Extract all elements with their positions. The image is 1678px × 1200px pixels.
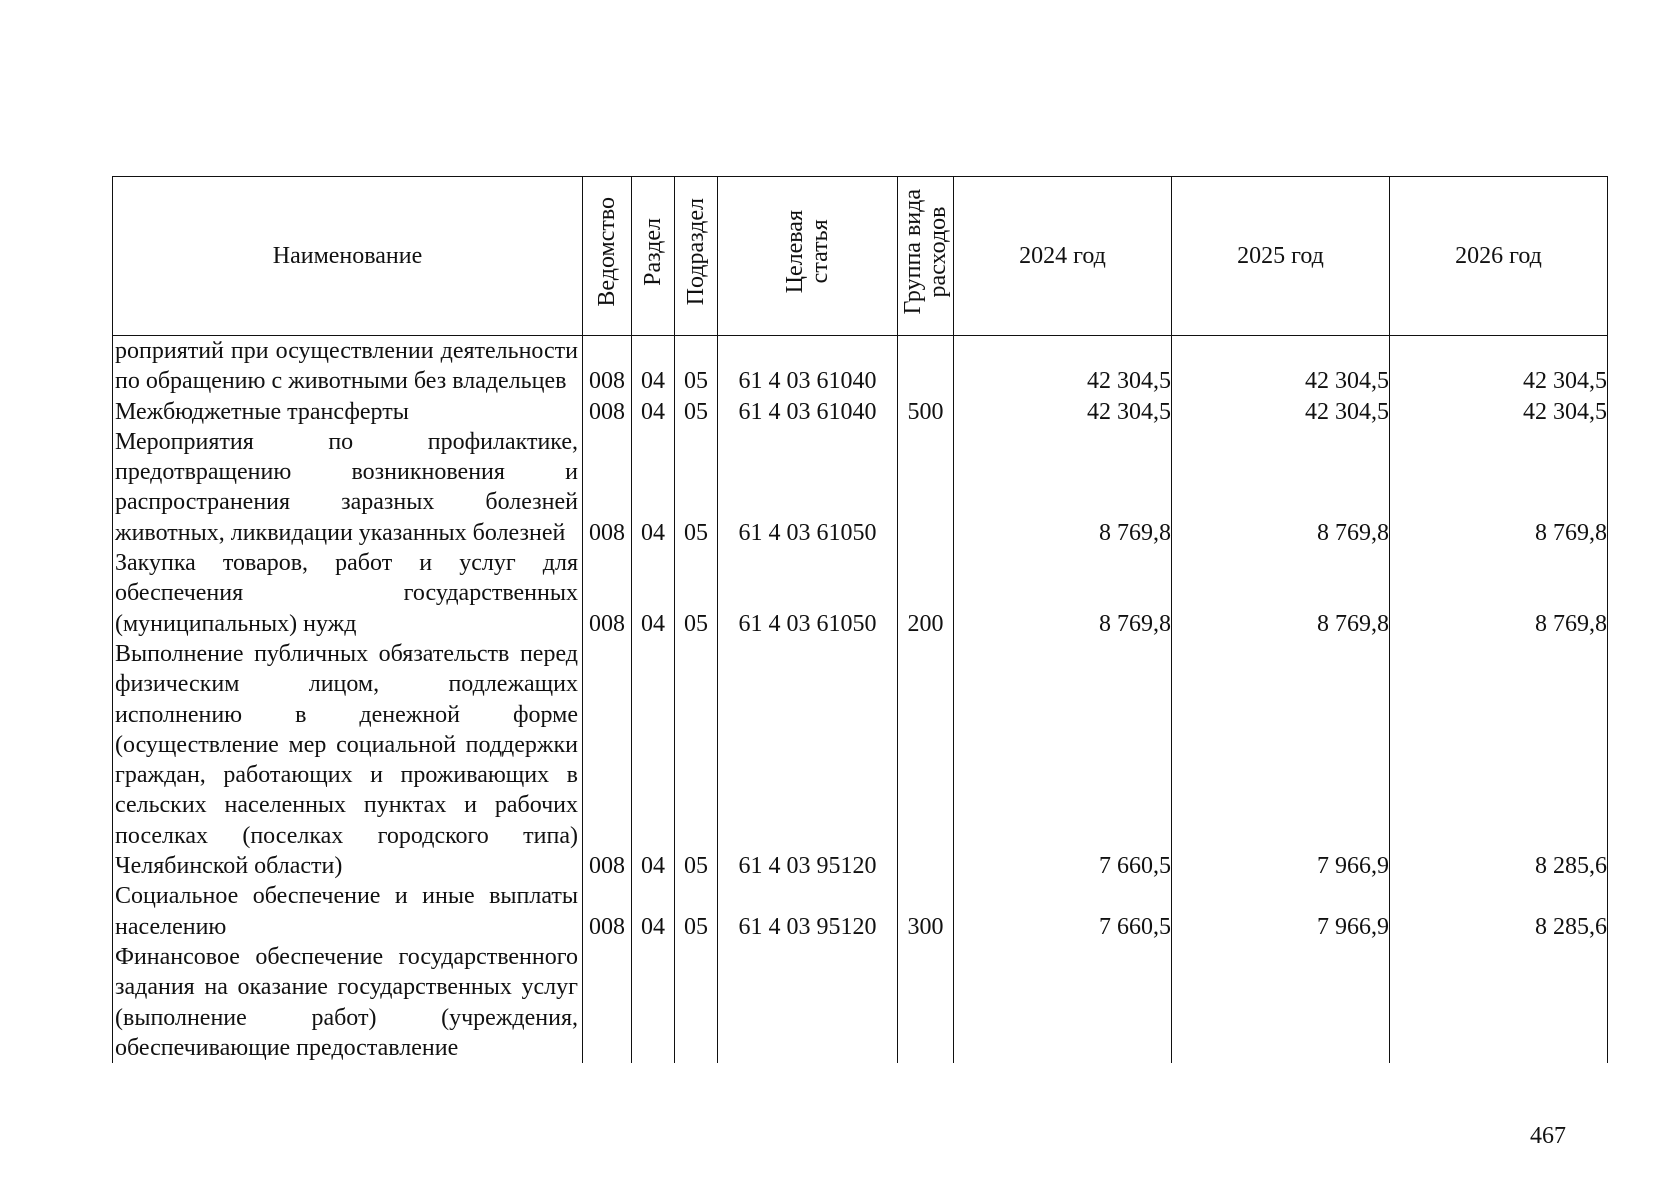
document-page [112,176,1607,1096]
cell-podrazdel: 05 [675,639,718,881]
header-podrazdel: Подраздел [675,177,718,336]
cell-razdel: 04 [632,881,675,942]
cell-celevaya: 61 4 03 95120 [718,639,898,881]
cell-2025 [1172,942,1390,1063]
cell-2024: 8 769,8 [954,427,1172,548]
table-row [113,336,1608,397]
page-number: 467 [1530,1123,1566,1149]
cell-razdel: 04 [632,548,675,639]
table-row [113,548,1608,639]
header-gruppa-vida [898,177,954,336]
header-year-2024: 2024 год [954,177,1172,336]
cell-gruppa [898,942,954,1063]
cell-podrazdel: 05 [675,336,718,397]
table-row [113,881,1608,942]
cell-celevaya: 61 4 03 95120 [718,881,898,942]
cell-podrazdel: 05 [675,397,718,427]
header-gruppa-line1: Группа вида [899,189,926,315]
cell-podrazdel: 05 [675,548,718,639]
cell-name: Мероприятия по профилактике, предотвращению возникновения и распространения заразных болезней животных, ликвидации указанных болезней [113,427,583,548]
cell-2026 [1390,942,1608,1063]
cell-celevaya: 61 4 03 61040 [718,336,898,397]
budget-table [112,176,1608,1063]
cell-2024: 42 304,5 [954,397,1172,427]
cell-razdel: 04 [632,639,675,881]
cell-celevaya: 61 4 03 61050 [718,427,898,548]
cell-2024: 7 660,5 [954,639,1172,881]
cell-2025: 8 769,8 [1172,548,1390,639]
cell-celevaya [718,942,898,1063]
cell-celevaya: 61 4 03 61040 [718,397,898,427]
cell-vedomstvo: 008 [583,427,632,548]
table-row [113,639,1608,881]
table-row [113,397,1608,427]
cell-2026: 42 304,5 [1390,397,1608,427]
cell-name: Межбюджетные трансферты [113,397,583,427]
cell-vedomstvo: 008 [583,639,632,881]
cell-podrazdel: 05 [675,427,718,548]
cell-2025: 42 304,5 [1172,397,1390,427]
cell-2026: 8 769,8 [1390,548,1608,639]
cell-2025: 8 769,8 [1172,427,1390,548]
cell-2026: 8 285,6 [1390,881,1608,942]
header-vedomstvo: Ведомство [583,177,632,336]
cell-2026: 8 769,8 [1390,427,1608,548]
cell-2026: 42 304,5 [1390,336,1608,397]
cell-vedomstvo: 008 [583,548,632,639]
cell-razdel: 04 [632,427,675,548]
header-celevaya-line1: Целевая [781,210,808,294]
cell-2024: 7 660,5 [954,881,1172,942]
header-year-2026: 2026 год [1390,177,1608,336]
cell-razdel: 04 [632,397,675,427]
cell-2025: 7 966,9 [1172,639,1390,881]
cell-2024 [954,942,1172,1063]
cell-gruppa [898,427,954,548]
header-razdel: Раздел [632,177,675,336]
cell-vedomstvo: 008 [583,397,632,427]
cell-2024: 42 304,5 [954,336,1172,397]
header-year-2025: 2025 год [1172,177,1390,336]
cell-podrazdel [675,942,718,1063]
cell-name: Закупка товаров, работ и услуг для обеспечения государственных (муниципальных) нужд [113,548,583,639]
table-header-row [113,177,1608,336]
cell-gruppa [898,639,954,881]
cell-gruppa: 500 [898,397,954,427]
cell-name: Выполнение публичных обязательств перед физическим лицом, подлежащих исполнению в денежной форме (осуществление мер социальной поддержки граждан, работающих и проживающих в сельских населенных пунктах и рабочих поселках (поселках городского типа) Челябинской области) [113,639,583,881]
cell-2025: 42 304,5 [1172,336,1390,397]
cell-2025: 7 966,9 [1172,881,1390,942]
cell-2024: 8 769,8 [954,548,1172,639]
cell-2026: 8 285,6 [1390,639,1608,881]
header-gruppa-line2: расходов [924,206,951,298]
cell-celevaya: 61 4 03 61050 [718,548,898,639]
header-celevaya-line2: статья [806,219,833,284]
cell-name: Финансовое обеспечение государственного задания на оказание государственных услуг (выполнение работ) (учреждения, обеспечивающие предоставление [113,942,583,1063]
cell-razdel: 04 [632,336,675,397]
cell-gruppa [898,336,954,397]
cell-razdel [632,942,675,1063]
header-name: Наименование [113,177,583,336]
table-row [113,427,1608,548]
cell-vedomstvo: 008 [583,336,632,397]
cell-vedomstvo [583,942,632,1063]
header-celevaya-statya [718,177,898,336]
cell-gruppa: 200 [898,548,954,639]
cell-gruppa: 300 [898,881,954,942]
table-row [113,942,1608,1063]
cell-name: Социальное обеспечение и иные выплаты населению [113,881,583,942]
cell-vedomstvo: 008 [583,881,632,942]
cell-podrazdel: 05 [675,881,718,942]
cell-name: роприятий при осуществлении деятельности по обращению с животными без владельцев [113,336,583,397]
